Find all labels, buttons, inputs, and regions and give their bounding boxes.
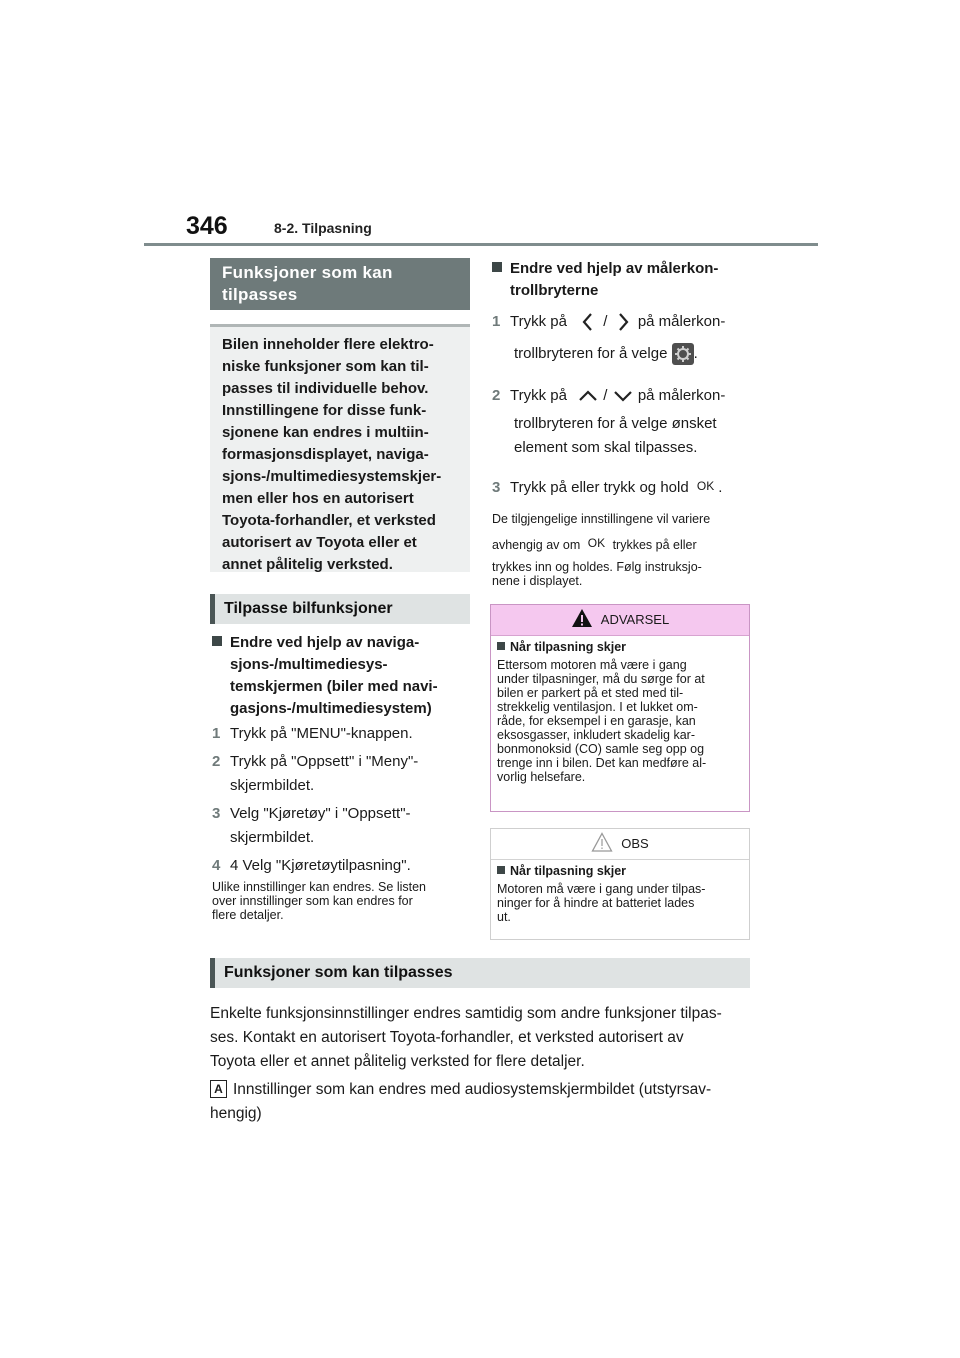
summary-line: Toyota-forhandler, et verksted: [222, 512, 436, 529]
note-line: over innstillinger som kan endres for: [212, 894, 413, 908]
left-subheading: [212, 632, 472, 720]
warning-box: [490, 604, 750, 812]
note-line: nene i displayet.: [492, 574, 583, 588]
ok-button-icon: OK: [587, 536, 606, 550]
step-text: på målerkon-: [637, 387, 726, 404]
warning-header: [491, 605, 749, 636]
box-title: Funksjoner som kan tilpasses: [210, 258, 470, 310]
section-title: 8-2. Tilpasning: [274, 220, 372, 236]
summary-box: [210, 324, 470, 572]
subheading-line: Endre ved hjelp av målerkon-: [510, 260, 719, 277]
separator: /: [603, 387, 608, 404]
square-bullet-icon: [497, 866, 505, 874]
square-bullet-icon: [492, 262, 502, 272]
summary-line: niske funksjoner som kan til-: [222, 358, 429, 375]
step-text: .: [718, 479, 723, 496]
obs-header: [491, 829, 749, 860]
step-item: [212, 802, 472, 826]
right-step-1: 1 Trykk på / på målerkon- trollbryteren for å velge .: [492, 310, 754, 366]
obs-line: ninger for å hindre at batteriet lades: [497, 896, 695, 910]
summary-line: passes til individuelle behov.: [222, 380, 429, 397]
step-item: [212, 750, 472, 774]
warning-line: bonmonoksid (CO) samle seg opp og: [497, 742, 705, 756]
right-note: [492, 512, 754, 588]
heading-tilpasse: Tilpasse bilfunksjoner: [210, 594, 470, 624]
obs-box: [490, 828, 750, 940]
step-text: Velg "Kjøretøy" i "Oppsett"-: [230, 805, 411, 822]
step-text: trollbryteren for å velge: [514, 345, 668, 362]
ok-button-icon: OK: [696, 479, 715, 493]
warning-line: strekkelig ventilasjon. I et lukket om-: [497, 700, 698, 714]
note-line: avhengig av om: [492, 538, 581, 552]
step-text: Trykk på: [510, 387, 567, 404]
subheading-line: temskjermen (biler med navi-: [230, 678, 438, 695]
right-step-2: 2 Trykk på / på målerkon- trollbryteren for å velge ønsket element som skal tilpasses.: [492, 384, 754, 460]
summary-line: sjonene kan endres i multiin-: [222, 424, 429, 441]
chevron-down-icon: [612, 387, 634, 405]
warning-line: trenge inn i bilen. Det kan medføre al-: [497, 756, 707, 770]
para-line: Enkelte funksjonsinnstillinger endres samtidig som andre funksjoner tilpas-: [210, 1005, 722, 1022]
subheading-line: gasjons-/multimediesystem): [230, 700, 432, 717]
left-note: [212, 880, 474, 922]
step-text: Trykk på "Oppsett" i "Meny"-: [230, 753, 419, 770]
chevron-up-icon: [577, 387, 599, 405]
subheading-line: sjons-/multimediesys-: [230, 656, 388, 673]
summary-line: Bilen inneholder flere elektro-: [222, 336, 434, 353]
step-text: Trykk på eller trykk og hold: [510, 479, 689, 496]
separator: /: [603, 313, 608, 330]
step-text: element som skal tilpasses.: [514, 439, 698, 456]
summary-line: men eller hos en autorisert: [222, 490, 414, 507]
warning-body: [491, 636, 749, 788]
step-item: [212, 722, 472, 746]
warning-line: vorlig helsefare.: [497, 770, 586, 784]
obs-line: ut.: [497, 910, 511, 924]
gear-icon: [672, 343, 694, 365]
label-tag-a: A: [210, 1080, 227, 1098]
warning-triangle-icon: [571, 608, 593, 628]
step-text: på målerkon-: [637, 313, 726, 330]
summary-line: sjons-/multimediesystemskjer-: [222, 468, 442, 485]
right-step-3: 3 Trykk på eller trykk og hold OK .: [492, 474, 754, 500]
summary-line: formasjonsdisplayet, naviga-: [222, 446, 429, 463]
subheading-line: Endre ved hjelp av naviga-: [230, 634, 420, 651]
step-item: [212, 854, 472, 878]
square-bullet-icon: [497, 642, 505, 650]
obs-body: [491, 860, 749, 928]
summary-line: autorisert av Toyota eller et: [222, 534, 417, 551]
note-line: flere detaljer.: [212, 908, 284, 922]
step-text: skjermbildet.: [230, 777, 315, 794]
step-number: 1: [212, 725, 221, 742]
warning-line: Ettersom motoren må være i gang: [497, 658, 687, 672]
summary-top-bar: [210, 324, 470, 327]
chevron-left-icon: [577, 311, 599, 333]
note-line: trykkes på eller: [612, 538, 697, 552]
step-number: 3: [212, 805, 221, 822]
chevron-right-icon: [612, 311, 634, 333]
left-steps: [212, 722, 472, 878]
para-line: ses. Kontakt en autorisert Toyota-forhandler, et verksted autorisert av: [210, 1029, 684, 1046]
bottom-paragraph: [210, 1002, 770, 1126]
warning-line: råde, for eksempel i en garasje, kan: [497, 714, 696, 728]
note-line: De tilgjengelige innstillingene vil variere: [492, 512, 711, 526]
right-subheading: [492, 258, 752, 302]
summary-line: annet pålitelig verksted.: [222, 556, 393, 573]
obs-label: OBS: [621, 836, 649, 851]
caution-triangle-icon: [591, 832, 613, 852]
step-text: .: [693, 345, 698, 362]
note-line: Ulike innstillinger kan endres. Se listen: [212, 880, 426, 894]
square-bullet-icon: [212, 636, 222, 646]
note-line: trykkes inn og holdes. Følg instruksjo-: [492, 560, 702, 574]
step-text: 4 Velg "Kjøretøytilpasning".: [230, 857, 411, 874]
warning-label: ADVARSEL: [600, 612, 670, 627]
obs-title: Når tilpasning skjer: [510, 864, 627, 878]
step-text: trollbryteren for å velge ønsket: [514, 415, 717, 432]
step-text: Trykk på "MENU"-knappen.: [230, 725, 413, 742]
page-number: 346: [186, 212, 228, 240]
step-number: 4: [212, 857, 221, 874]
para-line: hengig): [210, 1105, 262, 1122]
header-rule: [144, 243, 818, 246]
warning-line: under tilpasninger, må du sørge for at: [497, 672, 705, 686]
warning-title: Når tilpasning skjer: [510, 640, 627, 654]
step-text: Trykk på: [510, 313, 567, 330]
obs-line: Motoren må være i gang under tilpas-: [497, 882, 706, 896]
warning-line: eksosgasser, inkludert skadelig kar-: [497, 728, 696, 742]
para-line: Toyota eller et annet pålitelig verksted for flere detaljer.: [210, 1053, 585, 1070]
heading-funksjoner: Funksjoner som kan tilpasses: [210, 958, 750, 988]
warning-line: bilen er parkert på et sted med til-: [497, 686, 684, 700]
subheading-line: trollbryterne: [510, 282, 599, 299]
para-line: Innstillinger som kan endres med audiosystemskjermbildet (utstyrsav-: [233, 1081, 712, 1098]
summary-line: Innstillingene for disse funk-: [222, 402, 427, 419]
step-text: skjermbildet.: [230, 829, 315, 846]
step-number: 2: [212, 753, 221, 770]
